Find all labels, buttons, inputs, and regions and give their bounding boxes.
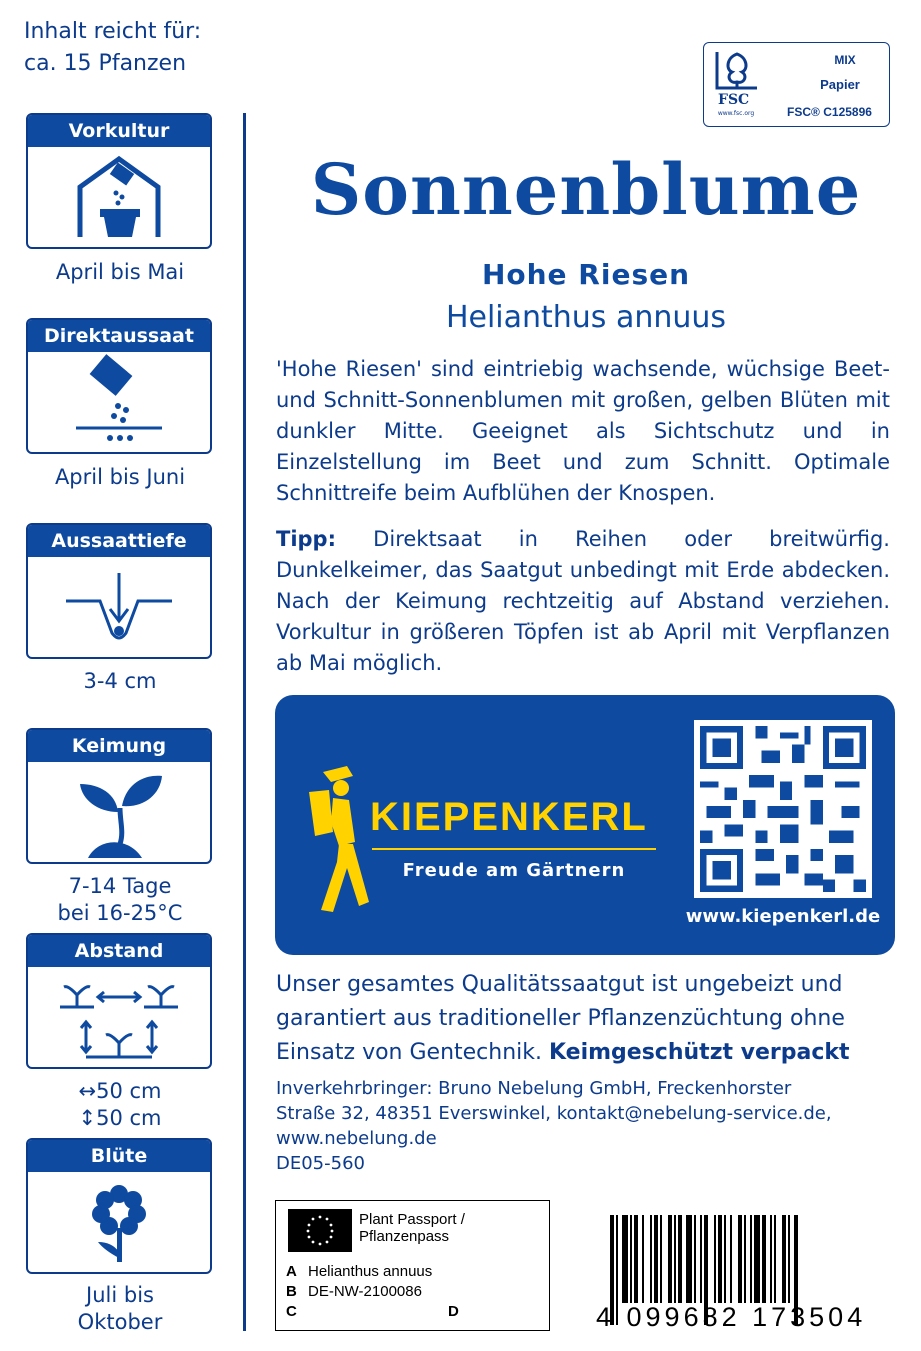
card-caption: 7-14 Tage — [68, 874, 172, 898]
quality-bold: Keimgeschützt verpackt — [549, 1040, 850, 1065]
content-note-line1: Inhalt reicht für: — [24, 19, 202, 44]
brand-website-link[interactable]: www.kiepenkerl.de — [685, 906, 881, 927]
quality-statement — [276, 968, 896, 1070]
distributor-line1: Inverkehrbringer: Bruno Nebelung GmbH, Freckenhorster — [276, 1078, 792, 1099]
card-title: Aussaattiefe — [28, 525, 210, 557]
plant-passport-title-1: Plant Passport / — [359, 1211, 465, 1228]
card-title: Blüte — [28, 1140, 210, 1172]
fsc-papier: Papier — [820, 77, 860, 92]
barcode-bar — [642, 1215, 644, 1303]
barcode-bar — [774, 1215, 776, 1303]
description: 'Hohe Riesen' sind eintriebig wachsende, wüchsige Beet- und Schnitt-Sonnenblumen mit großen, gelben Blüten mit dunkler Mitte. Geeignet als Sichtschutz und in Einzelstellung im Beet und zum Schnitt. Optimale Schnittreife beim Aufblühen der Knospen. — [276, 357, 890, 505]
barcode-bar — [622, 1215, 628, 1303]
fsc-tree-icon — [712, 48, 762, 92]
barcode-bar — [650, 1215, 652, 1303]
card-title: Vorkultur — [28, 115, 210, 147]
plant-passport-row-d: D — [448, 1303, 459, 1320]
card-abstand — [26, 933, 212, 1069]
card-caption-2: Oktober — [77, 1310, 163, 1334]
plant-passport-row-a: A Helianthus annuus — [286, 1263, 433, 1280]
fsc-word: FSC — [718, 92, 750, 108]
card-title: Keimung — [28, 730, 210, 762]
card-aussaattiefe — [26, 523, 212, 659]
plant-passport-title-2: Pflanzenpass — [359, 1228, 450, 1245]
distributor-line4: DE05-560 — [276, 1153, 365, 1174]
plant-passport — [275, 1200, 550, 1331]
fsc-url: www.fsc.org — [717, 110, 755, 117]
barcode-bar — [744, 1215, 746, 1303]
kiepenkerl-figure-icon — [303, 762, 375, 922]
card-caption: ↔50 cm — [78, 1079, 162, 1103]
flower-icon — [28, 1172, 210, 1272]
qr-code[interactable] — [694, 720, 872, 898]
card-keimung — [26, 728, 212, 864]
barcode-bar — [730, 1215, 732, 1303]
barcode-bar — [714, 1215, 716, 1303]
content-note-line2: ca. 15 Pfanzen — [24, 51, 187, 76]
tip-label: Tipp: — [276, 527, 336, 551]
barcode-bar — [634, 1215, 638, 1303]
barcode-bar — [630, 1215, 632, 1303]
barcode-bar — [660, 1215, 662, 1303]
seedling-icon — [28, 762, 210, 862]
barcode-bar — [668, 1215, 672, 1303]
plant-spacing-icon — [28, 967, 210, 1067]
barcode-bar — [788, 1215, 790, 1303]
plant-passport-row-b: B DE-NW-2100086 — [286, 1283, 422, 1300]
card-caption-2: ↕50 cm — [78, 1106, 162, 1130]
barcode-bar — [762, 1215, 766, 1303]
card-direktaussaat — [26, 318, 212, 454]
eu-flag-icon — [288, 1209, 352, 1252]
fsc-code: FSC® C125896 — [787, 105, 872, 119]
barcode-bar — [724, 1215, 726, 1303]
card-caption: Juli bis — [86, 1283, 154, 1307]
barcode-number: 4 099682 173504 — [596, 1302, 867, 1332]
barcode-bar — [770, 1215, 772, 1303]
barcode-bar — [718, 1215, 722, 1303]
brand-underline — [372, 848, 656, 850]
barcode-bar — [782, 1215, 786, 1303]
tip-paragraph — [276, 524, 890, 679]
greenhouse-seeding-icon — [28, 147, 210, 247]
tip-text: Direktsaat in Reihen oder breitwürfig. Dunkelkeimer, das Saatgut unbedingt mit Erde abdecken. Nach der Keimung rechtzeitig auf Abstand verziehen. Vorkultur in größeren Töpfen ist ab April mit Verpflanzen ab Mai möglich. — [276, 527, 890, 675]
plant-passport-title — [359, 1211, 465, 1245]
sowing-depth-icon — [28, 557, 210, 657]
product-title: Sonnenblume — [310, 148, 862, 231]
column-divider — [243, 113, 246, 1331]
card-title: Direktaussaat — [28, 320, 210, 352]
card-bluete — [26, 1138, 212, 1274]
distributor-line3: www.nebelung.de — [276, 1128, 437, 1149]
barcode-bar — [738, 1215, 742, 1303]
fsc-mix: MIX — [834, 53, 856, 67]
barcode-bar — [674, 1215, 676, 1303]
barcode-bar — [754, 1215, 760, 1303]
card-caption: 3-4 cm — [83, 669, 157, 693]
quality-text: Unser gesamtes Qualitätssaatgut ist ungebeizt und garantiert aus traditioneller Pflanzenzüchtung ohne Einsatz von Gentechnik. — [276, 972, 845, 1065]
brand-name: KIEPENKERL — [370, 795, 648, 839]
card-caption: April bis Juni — [54, 465, 186, 489]
barcode-bar — [678, 1215, 682, 1303]
distributor-line2: Straße 32, 48351 Everswinkel, kontakt@nebelung-service.de, — [276, 1103, 832, 1124]
distributor-info — [276, 1076, 896, 1176]
barcode-bar — [750, 1215, 752, 1303]
latin-name: Helianthus annuus — [445, 300, 727, 335]
card-vorkultur — [26, 113, 212, 249]
barcode-bar — [700, 1215, 702, 1303]
card-caption: April bis Mai — [55, 260, 185, 284]
variety-name: Hohe Riesen — [481, 258, 691, 291]
brand-slogan: Freude am Gärtnern — [402, 860, 626, 881]
card-title: Abstand — [28, 935, 210, 967]
card-caption-2: bei 16-25°C — [57, 901, 183, 925]
plant-passport-row-c: C — [286, 1303, 297, 1320]
direct-sowing-icon — [28, 352, 210, 452]
barcode-bar — [654, 1215, 658, 1303]
content-note — [24, 16, 201, 80]
barcode-bar — [686, 1215, 692, 1303]
barcode-bar — [694, 1215, 696, 1303]
